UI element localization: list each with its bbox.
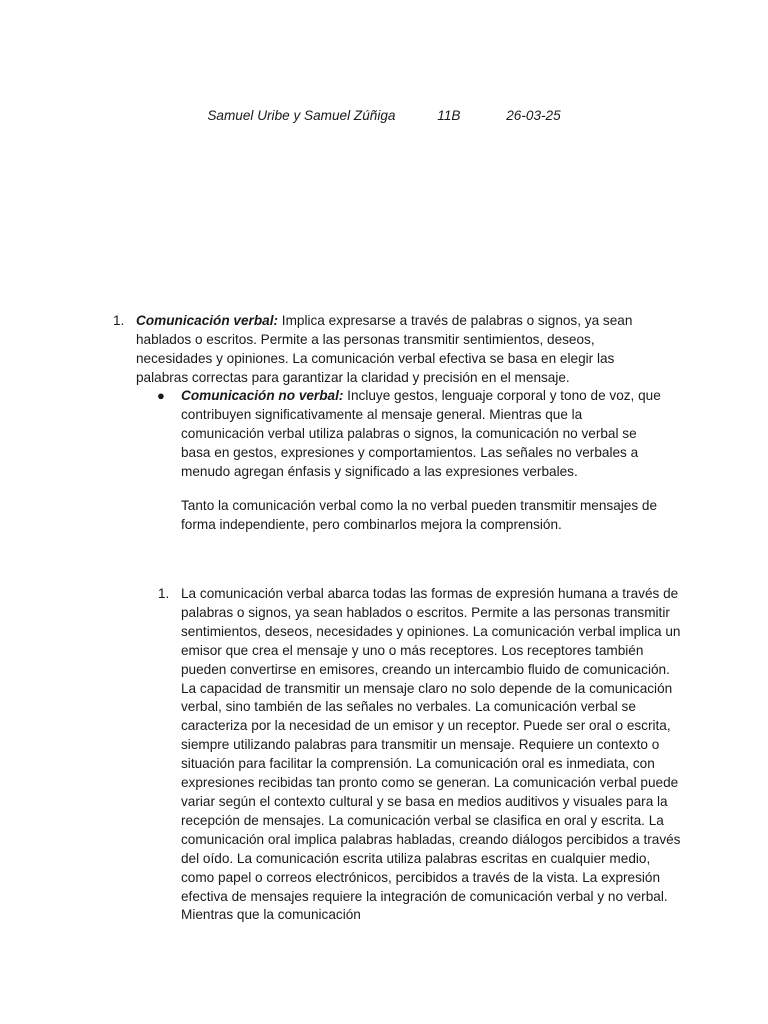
definition-verbal: Implica expresarse a través de palabras o signos, ya sean hablados o escritos. Permite a las personas transmitir sentimientos, deseos, necesidades y opiniones. La comunicación verbal efectiva se basa en elegir las palabras correctas para garantizar la claridad y precisión en el mensaje. [136,313,633,385]
paragraph-text: Tanto la comunicación verbal como la no verbal pueden transmitir mensajes de forma independiente, pero combinarlos mejora la comprensión. [181,498,658,532]
list-item-text [136,312,644,388]
header-authors: Samuel Uribe y Samuel Zúñiga [207,108,396,123]
numbered-item-explanation [158,585,681,925]
bullet-item-no-verbal [157,387,661,482]
list-number: 1. [158,586,170,601]
term-no-verbal: Comunicación no verbal: [181,388,344,403]
numbered-item-verbal [113,312,644,388]
document-header [0,108,768,123]
list-item-text: La comunicación verbal abarca todas las formas de expresión humana a través de palabras o signos, ya sean hablados o escritos. Permite a las personas transmitir sentimientos, deseos, necesidades y opiniones. La comunicación verbal implica un emisor que crea el mensaje y uno o más receptores. Los receptores también pueden convertirse en emisores, creando un intercambio fluido de comunicación. La capacidad de transmitir un mensaje claro no solo depende de la comunicación verbal, sino también de las señales no verbales. La comunicación verbal se caracteriza por la necesidad de un emisor y un receptor. Puede ser oral o escrita, siempre utilizando palabras para transmitir un mensaje. Requiere un contexto o situación para facilitar la comprensión. La comunicación oral es inmediata, con expresiones recibidas tan pronto como se generan. La comunicación verbal puede variar según el contexto cultural y se basa en medios auditivos y visuales para la recepción de mensajes. La comunicación verbal se clasifica en oral y escrita. La comunicación oral implica palabras habladas, creando diálogos percibidos a través del oído. La comunicación escrita utiliza palabras escritas en cualquier medio, como papel o correos electrónicos, percibidos a través de la vista. La expresión efectiva de mensajes requiere la integración de comunicación verbal y no verbal. Mientras que la comunicación [181,586,681,923]
bullet-item-text [181,387,661,482]
bullet-icon: ● [157,388,165,403]
term-verbal: Comunicación verbal: [136,313,279,328]
summary-paragraph [181,497,671,535]
header-grade: 11B [437,108,461,123]
header-date: 26-03-25 [506,108,561,123]
definition-no-verbal: Incluye gestos, lenguaje corporal y tono de voz, que contribuyen significativamente al mensaje general. Mientras que la comunicación verbal utiliza palabras o signos, la comunicación no verbal se basa en gestos, expresiones y comportamientos. Las señales no verbales a menudo agregan énfasis y significado a las expresiones verbales. [181,388,661,479]
list-number: 1. [113,313,125,328]
